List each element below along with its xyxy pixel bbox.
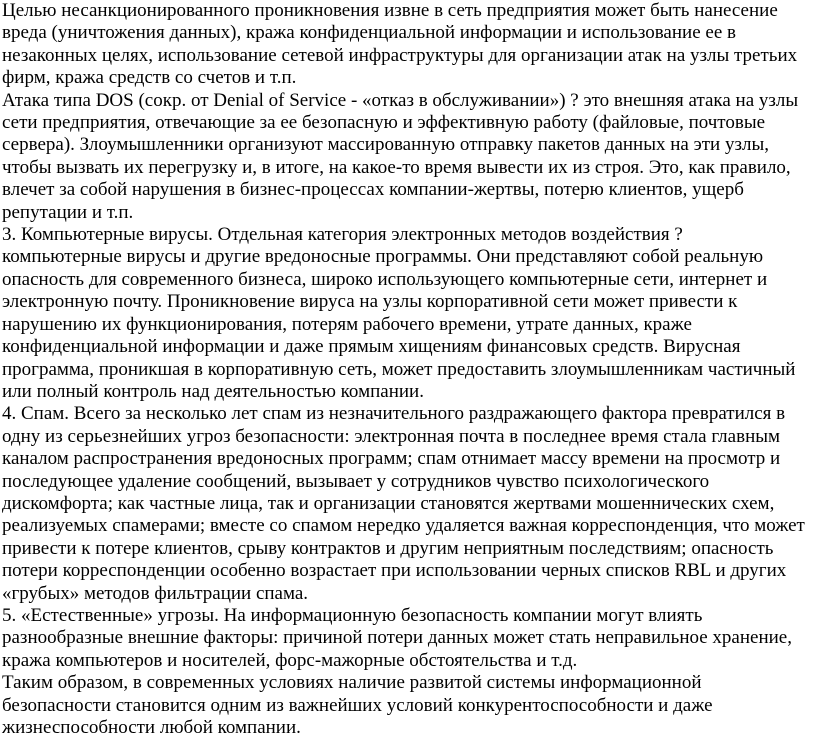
text-line: фирм, кража средств со счетов и т.п. [2, 67, 297, 89]
text-line: каналом распространения вредоносных программ; спам отнимает массу времени на просмотр и [2, 448, 781, 470]
text-line: программа, проникшая в корпоративную сеть, может предоставить злоумышленникам частичный [2, 358, 796, 380]
text-line: жизнеспособности любой компании. [2, 717, 301, 738]
text-line: 5. «Естественные» угрозы. На информационную безопасность компании могут влиять [2, 604, 703, 626]
text-line: чтобы вызвать их перегрузку и, в итоге, на какое-то время вывести их из строя. Это, как правило, [2, 156, 791, 178]
text-line: Целью несанкционированного проникновения извне в сеть предприятия может быть нанесение [2, 0, 778, 21]
text-line: 4. Спам. Всего за несколько лет спам из незначительного раздражающего фактора превратился в [2, 403, 786, 425]
text-line: дискомфорта; как частные лица, так и организации становятся жертвами мошеннических схем, [2, 492, 775, 514]
text-line: конфиденциальной информации и даже прямым хищениям финансовых средств. Вирусная [2, 336, 741, 358]
text-line: влечет за собой нарушения в бизнес-процессах компании-жертвы, потерю клиентов, ущерб [2, 179, 744, 201]
text-line: Атака типа DOS (сокр. от Denial of Service - «отказ в обслуживании») ? это внешняя атака на узлы [2, 89, 799, 111]
text-line: реализуемых спамерами; вместе со спамом нередко удаляется важная корреспонденция, что может [2, 515, 805, 537]
text-line: «грубых» методов фильтрации спама. [2, 582, 309, 604]
text-line: вреда (уничтожения данных), кража конфиденциальной информации и использование ее в [2, 22, 736, 44]
text-line: сервера). Злоумышленники организуют массированную отправку пакетов данных на эти узлы, [2, 134, 769, 156]
text-line: сети предприятия, отвечающие за ее безопасную и эффективную работу (файловые, почтовые [2, 112, 766, 134]
text-line: репутации и т.п. [2, 201, 134, 223]
text-line: или полный контроль над деятельностью компании. [2, 380, 424, 402]
text-line: компьютерные вирусы и другие вредоносные программы. Они представляют собой реальную [2, 246, 764, 268]
text-line: одну из серьезнейших угроз безопасности: электронная почта в последнее время стала главным [2, 425, 781, 447]
text-line: привести к потере клиентов, срыву контрактов и другим неприятным последствиям; опасность [2, 537, 774, 559]
text-line: потери корреспонденции особенно возрастает при использовании черных списков RBL и других [2, 560, 787, 582]
text-line: незаконных целях, использование сетевой инфраструктуры для организации атак на узлы третьих [2, 44, 798, 66]
text-line: нарушению их функционирования, потерям рабочего времени, утрате данных, краже [2, 313, 692, 335]
text-line: опасность для современного бизнеса, широко использующего компьютерные сети, интернет и [2, 268, 768, 290]
text-line: разнообразные внешние факторы: причиной потери данных может стать неправильное хранение, [2, 627, 792, 649]
text-line: Таким образом, в современных условиях наличие развитой системы информационной [2, 672, 702, 694]
text-line: последующее удаление сообщений, вызывает у сотрудников чувство психологического [2, 470, 710, 492]
text-line: кража компьютеров и носителей, форс-мажорные обстоятельства и т.д. [2, 649, 578, 671]
text-line: 3. Компьютерные вирусы. Отдельная категория электронных методов воздействия ? [2, 224, 683, 246]
text-line: безопасности становится одним из важнейших условий конкурентоспособности и даже [2, 694, 713, 716]
text-line: электронную почту. Проникновение вируса на узлы корпоративной сети может привести к [2, 291, 738, 313]
